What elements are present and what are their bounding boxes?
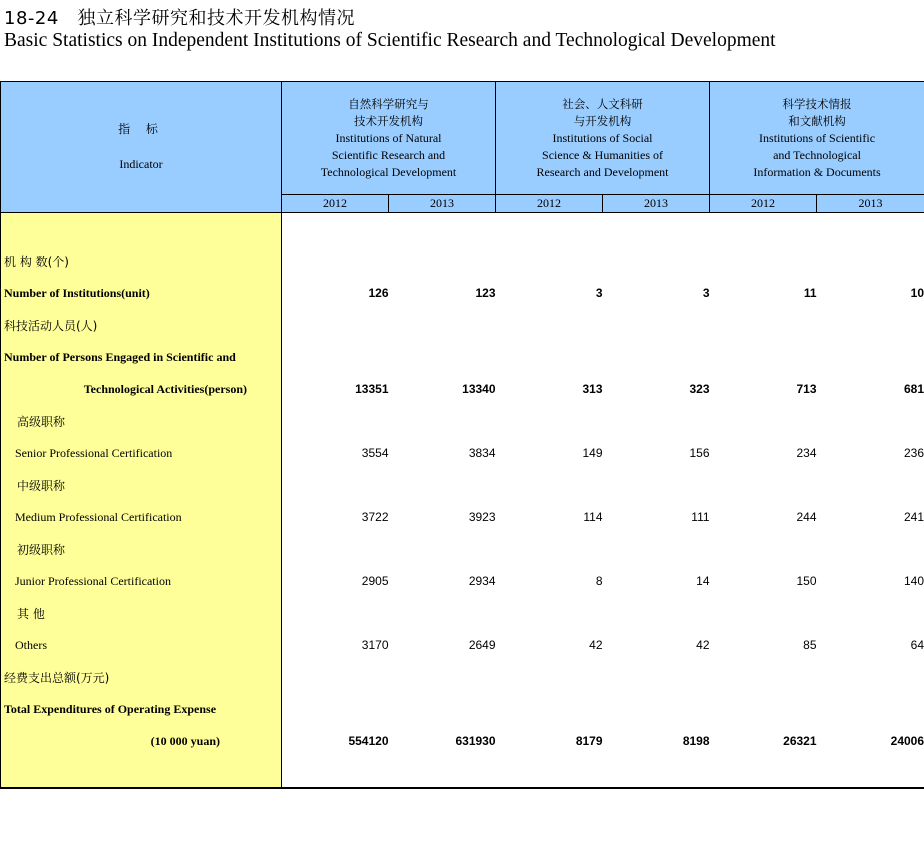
cell-value: 244 (796, 510, 817, 524)
year-header: 2013 (389, 195, 496, 213)
row-label-en: Others (1, 629, 282, 661)
cell-value: 13340 (462, 382, 496, 396)
row-label-en: Senior Professional Certification (1, 437, 282, 469)
group-cn-line: 社会、人文科研 (562, 96, 643, 111)
cell-value: 150 (796, 574, 817, 588)
cell-value: 42 (589, 638, 603, 652)
group-en-line: Research and Development (536, 164, 669, 179)
cell-value: 10 (817, 277, 924, 309)
row-label-en: Technological Activities(person) (1, 373, 282, 405)
cell-value: 149 (582, 446, 603, 460)
cell-value: 2905 (361, 574, 389, 588)
group-en-line: Scientific Research and (331, 147, 446, 162)
cell-value: 713 (796, 382, 817, 396)
cell-value: 3834 (468, 446, 496, 460)
cell-value: 8198 (682, 734, 710, 748)
indicator-header-en: Indicator (119, 157, 163, 171)
table-row (1, 277, 924, 309)
group-en-line: Institutions of Natural (335, 130, 442, 145)
cell-value: 24006 (817, 725, 924, 757)
cell-value: 126 (368, 286, 389, 300)
page-title-en: Basic Statistics on Independent Institutions of Scientific Research and Technological Development (4, 30, 776, 51)
cell-value: 234 (796, 446, 817, 460)
cell-value: 114 (583, 510, 603, 524)
year-header: 2012 (282, 195, 389, 213)
group-en-line: and Technological (773, 147, 861, 162)
group-en-line: Institutions of Social (552, 130, 653, 145)
row-label-en: Number of Persons Engaged in Scientific and (1, 341, 282, 373)
row-label-cn: 机 构 数(个) (1, 245, 282, 277)
table-row (1, 437, 924, 469)
cell-value: 3554 (361, 446, 389, 460)
cell-value: 13351 (355, 382, 389, 396)
group-cn-line: 技术开发机构 (354, 113, 423, 128)
group-en-line: Institutions of Scientific (759, 130, 876, 145)
header-row (1, 82, 924, 195)
group-en-line: Technological Development (320, 164, 457, 179)
cell-value: 11 (803, 286, 817, 300)
row-label-cn: 其 他 (1, 597, 282, 629)
title-cn-text: 独立科学研究和技术开发机构情况 (77, 8, 355, 29)
row-label-cn: 初级职称 (1, 533, 282, 565)
row-label-cn: 经费支出总额(万元) (1, 661, 282, 693)
row-label-en: Total Expenditures of Operating Expense (1, 693, 282, 725)
cell-value: 241 (817, 501, 924, 533)
cell-value: 323 (689, 382, 710, 396)
indicator-header (1, 82, 282, 213)
cell-value: 85 (803, 638, 817, 652)
row-label-en: Number of Institutions(unit) (1, 277, 282, 309)
cell-value: 14 (696, 574, 710, 588)
year-header: 2013 (603, 195, 710, 213)
table-row (1, 405, 924, 437)
table-row (1, 597, 924, 629)
year-header: 2012 (496, 195, 603, 213)
group-cn-line: 与开发机构 (573, 113, 632, 128)
group-header-natural (282, 82, 496, 195)
cell-value: 2934 (468, 574, 496, 588)
spacer-row (1, 757, 924, 788)
row-label-cn: 中级职称 (1, 469, 282, 501)
table-row (1, 533, 924, 565)
cell-value: 236 (817, 437, 924, 469)
group-cn-line: 科学技术情报 (782, 96, 852, 111)
table-row (1, 693, 924, 725)
cell-value: 631930 (455, 734, 496, 748)
table-row (1, 245, 924, 277)
cell-value: 554120 (348, 734, 389, 748)
row-label-cn: 科技活动人员(人) (1, 309, 282, 341)
group-en-line: Information & Documents (753, 164, 881, 179)
table-row (1, 629, 924, 661)
table-number: 18-24 (4, 8, 59, 29)
row-label-cn: 高级职称 (1, 405, 282, 437)
cell-value: 3 (702, 286, 710, 300)
group-header-social (496, 82, 710, 195)
group-en-line: Science & Humanities of (542, 147, 663, 162)
table-row (1, 309, 924, 341)
table-row (1, 725, 924, 757)
row-label-en: Medium Professional Certification (1, 501, 282, 533)
table-row (1, 373, 924, 405)
cell-value: 681 (817, 373, 924, 405)
table-row (1, 501, 924, 533)
indicator-header-cn: 指 标 (118, 122, 164, 136)
cell-value: 8 (595, 574, 603, 588)
cell-value: 3923 (468, 510, 496, 524)
group-header-information (710, 82, 924, 195)
row-label-en: (10 000 yuan) (1, 725, 282, 757)
statistics-table (0, 81, 924, 789)
group-cn-line: 和文献机构 (788, 113, 846, 128)
cell-value: 3722 (361, 510, 389, 524)
page-title-cn (4, 4, 355, 30)
table-row (1, 565, 924, 597)
table-row (1, 661, 924, 693)
cell-value: 156 (689, 446, 710, 460)
cell-value: 313 (582, 382, 603, 396)
table-row (1, 469, 924, 501)
year-header: 2013 (817, 195, 924, 213)
cell-value: 8179 (575, 734, 603, 748)
cell-value: 111 (691, 510, 710, 524)
cell-value: 140 (817, 565, 924, 597)
group-cn-line: 自然科学研究与 (348, 96, 429, 111)
cell-value: 2649 (468, 638, 496, 652)
cell-value: 42 (696, 638, 710, 652)
table-row (1, 341, 924, 373)
cell-value: 64 (817, 629, 924, 661)
cell-value: 3 (595, 286, 603, 300)
spacer-row (1, 213, 924, 246)
year-header: 2012 (710, 195, 817, 213)
cell-value: 123 (475, 286, 496, 300)
cell-value: 3170 (361, 638, 389, 652)
row-label-en: Junior Professional Certification (1, 565, 282, 597)
cell-value: 26321 (783, 734, 817, 748)
